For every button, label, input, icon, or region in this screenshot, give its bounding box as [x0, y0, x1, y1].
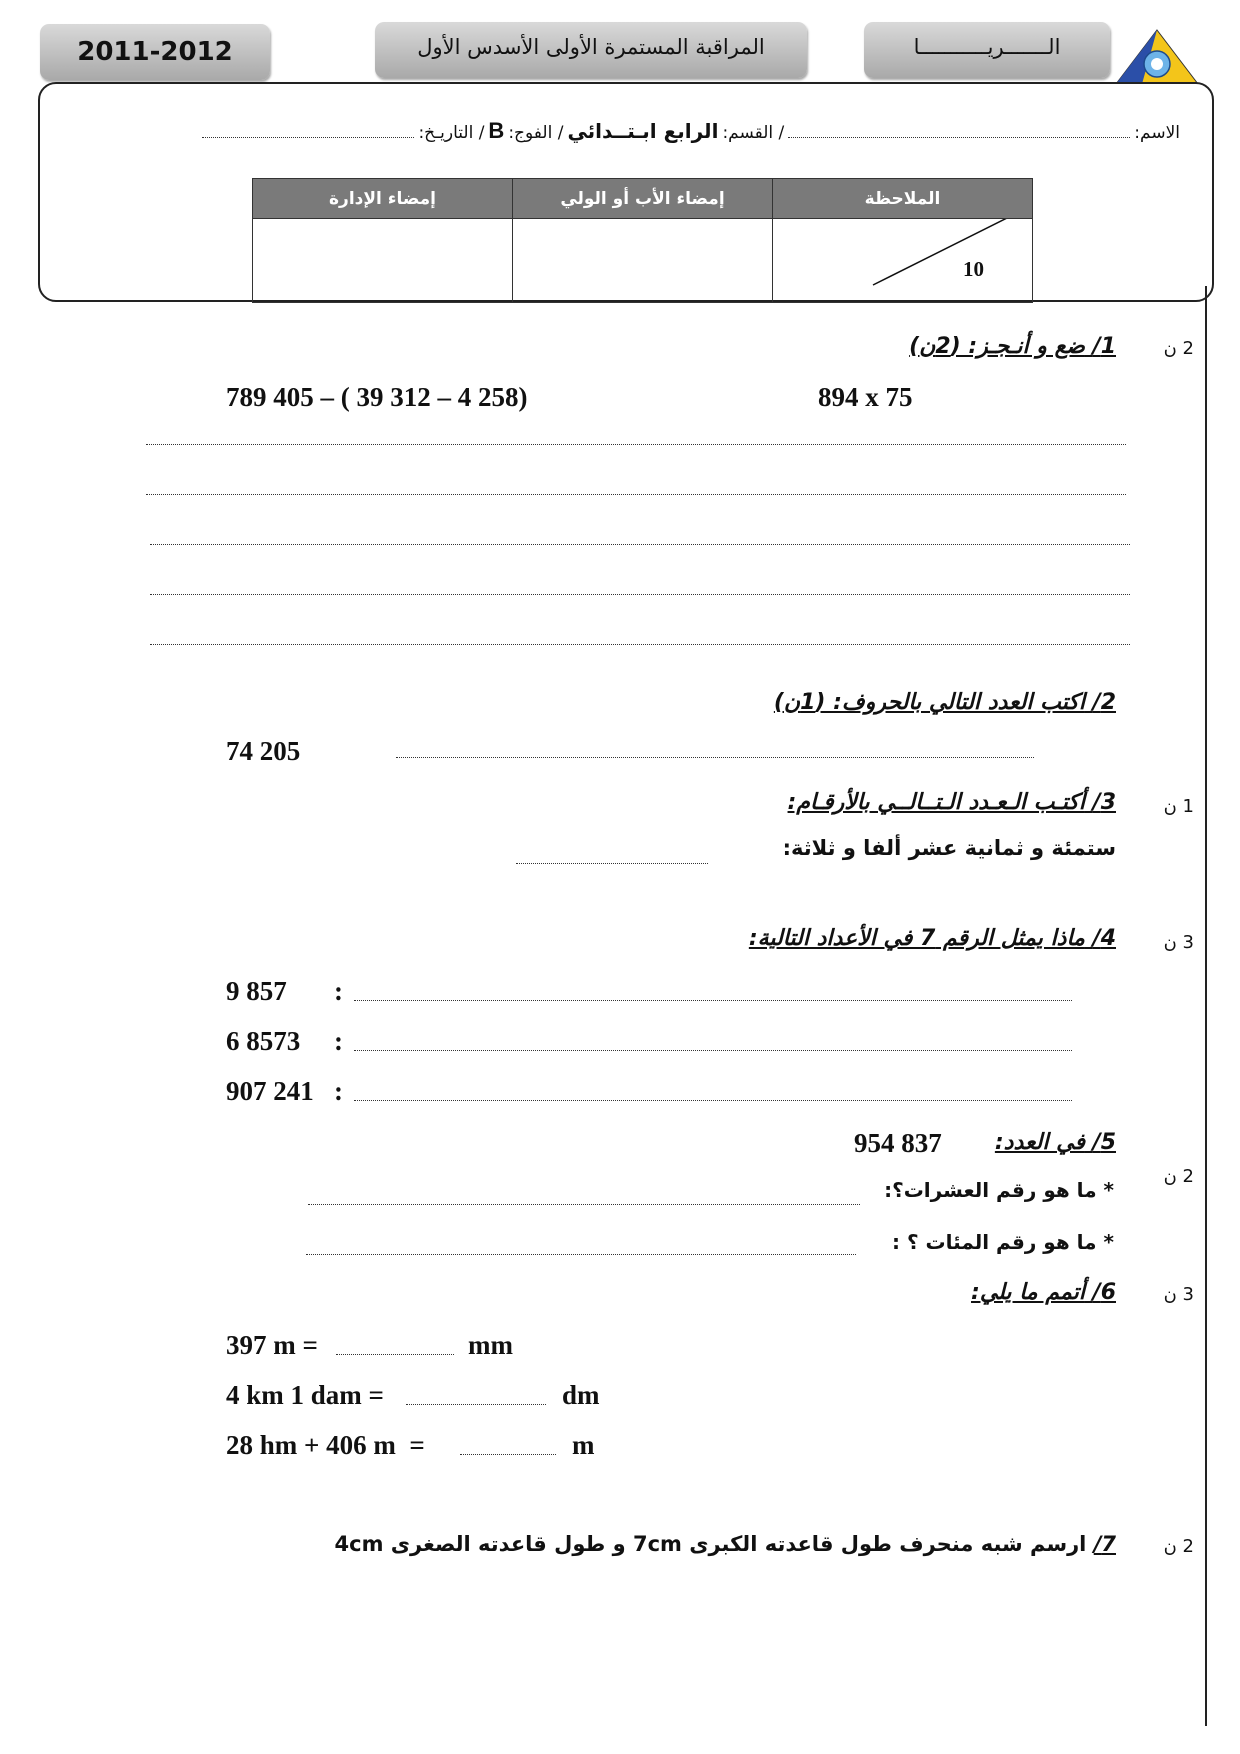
q1-answer-line-2[interactable] [146, 494, 1126, 495]
parent-signature-cell[interactable] [513, 219, 773, 303]
q5-answer-line-1[interactable] [308, 1204, 860, 1205]
admin-signature-header: إمضاء الإدارة [253, 179, 513, 219]
year-tab [40, 24, 270, 80]
q6-row-3-unit: m [572, 1430, 595, 1460]
subject-tab [864, 22, 1110, 78]
logo-triangle-icon [1112, 26, 1202, 86]
q6-row-1-unit: mm [468, 1330, 513, 1360]
q3-answer-line[interactable] [516, 863, 708, 864]
exam-title: المراقبة المستمرة الأولى الأسدس الأول [417, 35, 765, 59]
q4-colon-2: : [334, 1026, 343, 1056]
q7-question [335, 1532, 1116, 1556]
q1-expr-left: 789 405 – ( 39 312 – 4 258) [226, 382, 528, 412]
name-field[interactable] [788, 137, 1130, 138]
name-label: الاسم: [1134, 123, 1180, 143]
level-label: / القسم: [722, 123, 785, 143]
q7-number: 7/ [1093, 1532, 1116, 1556]
q4-colon-3: : [334, 1076, 343, 1106]
exam-title-tab [375, 22, 807, 78]
q1-expr-right: 894 x 75 [818, 382, 913, 412]
q4-item-3: 907 241 [226, 1076, 314, 1106]
student-info-row [160, 118, 1180, 148]
q6-row-2-unit: dm [562, 1380, 600, 1410]
q4-answer-line-2[interactable] [354, 1050, 1072, 1051]
q3-text: ستمئة و ثمانية عشر ألفا و ثلاثة: [782, 836, 1116, 860]
q1-points: 2 ن [1163, 338, 1194, 359]
q4-item-1: 9 857 [226, 976, 287, 1006]
parent-signature-header: إمضاء الأب أو الولي [513, 179, 773, 219]
q4-colon-1: : [334, 976, 343, 1006]
q5-answer-line-2[interactable] [306, 1254, 856, 1255]
q6-title: 6/ أتمم ما يلي: [971, 1280, 1116, 1305]
q4-item-2: 6 8573 [226, 1026, 301, 1056]
q4-answer-line-3[interactable] [354, 1100, 1072, 1101]
signature-table [252, 178, 1033, 303]
q6-row-2-left: 4 km 1 dam = [226, 1380, 384, 1410]
q7-points: 2 ن [1163, 1536, 1194, 1557]
q3-title: 3/ أكتـب الـعـدد الـتــالــي بالأرقـام: [787, 790, 1116, 815]
q5-sub-question-1: * ما هو رقم العشرات؟: [884, 1178, 1114, 1202]
q1-answer-line-3[interactable] [150, 544, 1130, 545]
admin-signature-cell[interactable] [253, 219, 513, 303]
level-value: الرابع ابـتــدائي [567, 119, 719, 143]
subject-title: الـــــــريـــــــــــا [913, 35, 1061, 59]
q6-row-1-left: 397 m = [226, 1330, 318, 1360]
q2-value: 74 205 [226, 736, 301, 766]
q6-answer-2[interactable] [406, 1404, 546, 1405]
q4-points: 3 ن [1163, 932, 1194, 953]
q1-answer-line-4[interactable] [150, 594, 1130, 595]
q6-answer-1[interactable] [336, 1354, 454, 1355]
q1-answer-line-1[interactable] [146, 444, 1126, 445]
q4-answer-line-1[interactable] [354, 1000, 1072, 1001]
q5-value: 954 837 [854, 1128, 942, 1158]
q5-sub-question-2: * ما هو رقم المئات ؟ : [892, 1230, 1114, 1254]
date-label: / التاريـخ: [418, 123, 485, 143]
q6-answer-3[interactable] [460, 1454, 556, 1455]
q1-title: 1/ ضع و أنـجـز: (2ن) [909, 334, 1116, 359]
group-label: / الفوج: [508, 123, 564, 143]
q3-points: 1 ن [1163, 796, 1194, 817]
grade-header: الملاحظة [773, 179, 1033, 219]
q6-points: 3 ن [1163, 1284, 1194, 1305]
grade-cell[interactable] [773, 219, 1033, 303]
q2-answer-line[interactable] [396, 757, 1034, 758]
q1-answer-line-5[interactable] [150, 644, 1130, 645]
q2-title: 2/ اكتب العدد التالي بالحروف: (1ن) [773, 690, 1116, 715]
q6-row-3-left: 28 hm + 406 m = [226, 1430, 425, 1460]
margin-line [1205, 286, 1207, 1726]
grade-total: 10 [963, 257, 984, 281]
date-field[interactable] [202, 137, 414, 138]
q7-text: ارسم شبه منحرف طول قاعدته الكبرى 7cm و طول قاعدته الصغرى 4cm [334, 1532, 1087, 1556]
grade-slash-icon [773, 219, 1030, 300]
q5-title: 5/ في العدد: [994, 1130, 1116, 1155]
school-year: 2011-2012 [77, 37, 233, 67]
q5-points: 2 ن [1163, 1166, 1194, 1187]
group-value: B [488, 118, 505, 143]
q4-title: 4/ ماذا يمثل الرقم 7 في الأعداد التالية: [748, 926, 1116, 951]
